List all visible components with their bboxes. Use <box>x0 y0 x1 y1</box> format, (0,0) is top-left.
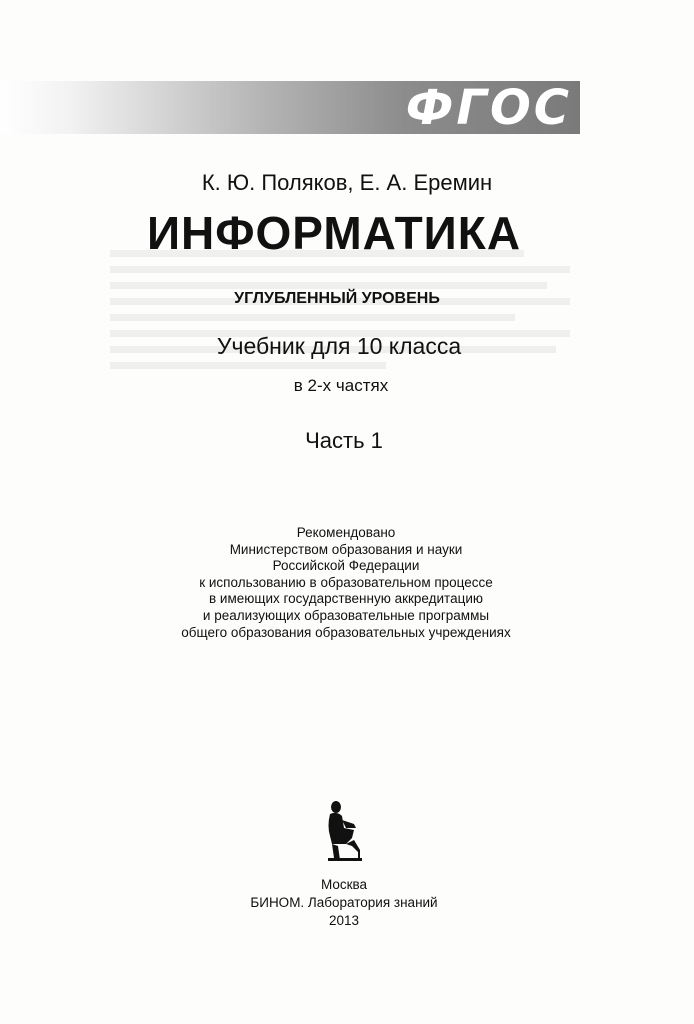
publication-year: 2013 <box>328 913 360 928</box>
recommendation-block <box>0 525 693 641</box>
part-number: Часть 1 <box>305 428 383 453</box>
recommendation-line: в имеющих государственную аккредитацию <box>208 591 483 607</box>
grade-subtitle: Учебник для 10 класса <box>216 333 462 359</box>
parts-count: в 2-х частях <box>293 376 389 395</box>
publisher-logo-icon <box>324 800 366 864</box>
recommendation-line: Российской Федерации <box>272 558 420 574</box>
fgos-label: ФГОС <box>405 80 572 136</box>
recommendation-line: общего образования образовательных учреждениях <box>181 624 511 640</box>
book-title: ИНФОРМАТИКА <box>146 207 522 259</box>
publisher-block <box>0 876 691 930</box>
publisher-name: БИНОМ. Лаборатория знаний <box>250 895 438 910</box>
recommendation-line: Рекомендовано <box>296 525 396 540</box>
level-subtitle: УГЛУБЛЕННЫЙ УРОВЕНЬ <box>234 290 440 307</box>
publisher-city: Москва <box>320 877 368 892</box>
recommendation-line: к использованию в образовательном процессе <box>199 574 493 590</box>
authors: К. Ю. Поляков, Е. А. Еремин <box>201 170 493 195</box>
fgos-banner <box>0 81 580 134</box>
recommendation-line: и реализующих образовательные программы <box>202 607 490 623</box>
recommendation-line: Министерством образования и науки <box>229 541 463 557</box>
